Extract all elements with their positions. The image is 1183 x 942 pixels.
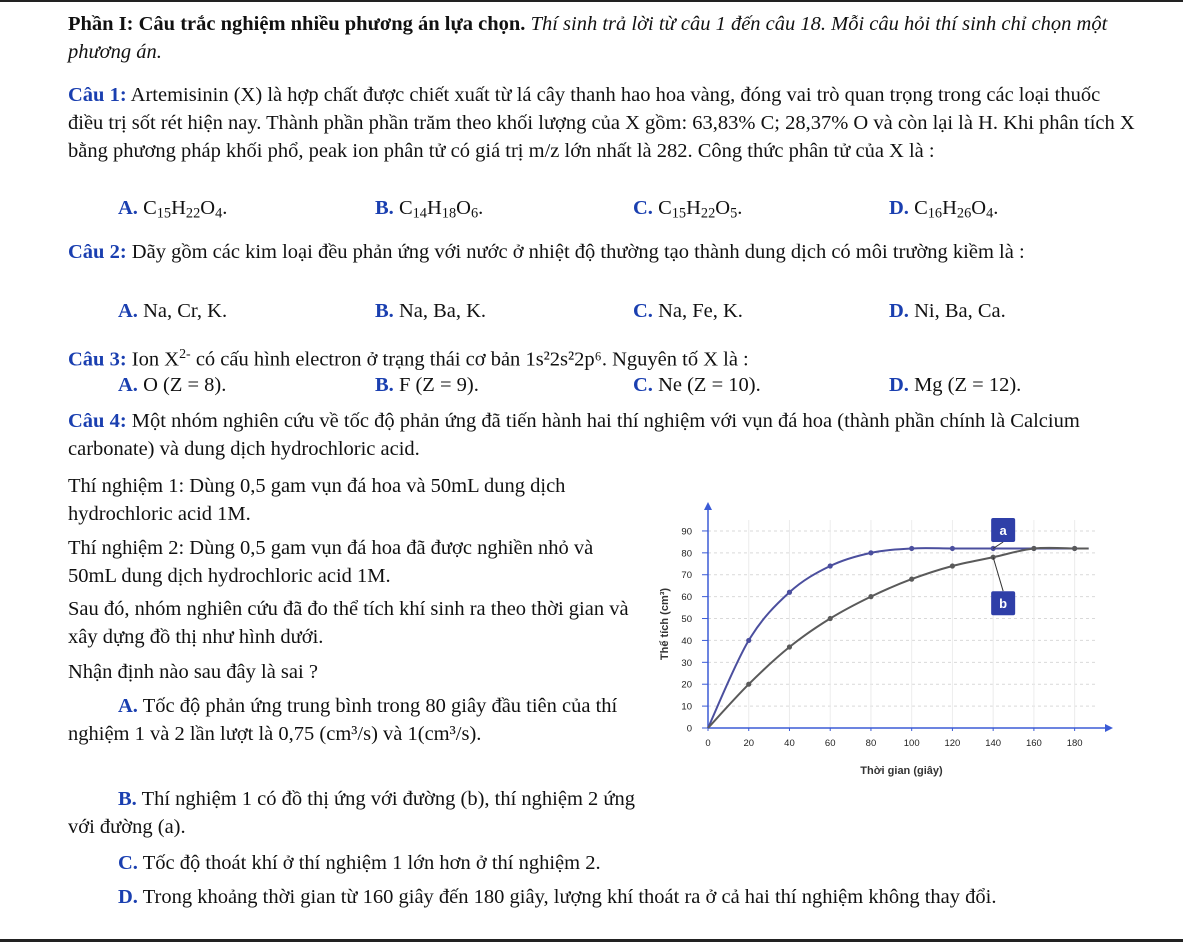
chart-grid bbox=[708, 520, 1095, 728]
y-tick-label-10: 10 bbox=[681, 701, 692, 713]
x-axis-title: Thời gian (giây) bbox=[860, 765, 943, 777]
x-tick-label-0: 0 bbox=[705, 738, 711, 749]
q3-label: Câu 3: bbox=[68, 348, 127, 371]
x-tick-label-20: 20 bbox=[743, 738, 755, 749]
part-title: Phần I: Câu trắc nghiệm nhiều phương án lựa chọn. bbox=[68, 13, 526, 35]
series-line-a bbox=[708, 548, 1089, 728]
q3-config: 1s²2s²2p⁶ bbox=[525, 348, 602, 371]
series-b-point-80 bbox=[868, 594, 873, 599]
q3-ion-charge: 2- bbox=[179, 347, 191, 362]
chart-lines bbox=[708, 548, 1089, 728]
q2-option-d[interactable]: D. Ni, Ba, Ca. bbox=[889, 300, 1006, 322]
series-b-point-120 bbox=[950, 563, 955, 568]
y-tick-label-60: 60 bbox=[681, 592, 692, 604]
q2-label: Câu 2: bbox=[68, 241, 127, 263]
x-tick-label-80: 80 bbox=[865, 738, 877, 749]
q4-experiment-1: Thí nghiệm 1: Dùng 0,5 gam vụn đá hoa và 50mL dung dịch hydrochloric acid 1M. bbox=[68, 475, 566, 525]
leader-b bbox=[993, 557, 1003, 591]
y-tick-label-70: 70 bbox=[681, 570, 692, 582]
q4-option-b[interactable]: B. Thí nghiệm 1 có đồ thị ứng với đường (b), thí nghiệm 2 ứng với đường (a). bbox=[68, 788, 636, 838]
q4-option-c[interactable]: C. Tốc độ thoát khí ở thí nghiệm 1 lớn hơn ở thí nghiệm 2. bbox=[118, 852, 601, 874]
question-3: Câu 3: Ion $X^{2-}$ có cấu hình electron ở trạng thái cơ bản 1s²2s²2p⁶. Nguyên tố X là : bbox=[68, 347, 749, 371]
question-1 bbox=[68, 81, 1136, 165]
q1-option-c[interactable]: C. $C_{15}H_{22}O_5$. bbox=[633, 197, 743, 222]
q4-label: Câu 4: bbox=[68, 410, 127, 432]
q3-option-a[interactable]: A. O (Z = 8). bbox=[118, 374, 227, 396]
q4-text: Một nhóm nghiên cứu về tốc độ phản ứng đã tiến hành hai thí nghiệm với vụn đá hoa (thành phần chính là Calcium carbonate) và dung dịch hydrochloric acid. bbox=[68, 410, 1080, 460]
x-tick-label-160: 160 bbox=[1025, 738, 1042, 749]
series-b-point-60 bbox=[828, 616, 833, 621]
chart-labels bbox=[659, 518, 1015, 777]
series-a-point-100 bbox=[909, 546, 914, 551]
part-heading bbox=[68, 10, 1148, 66]
q4-ask: Nhận định nào sau đây là sai ? bbox=[68, 661, 318, 683]
q2-option-a[interactable]: A. Na, Cr, K. bbox=[118, 300, 228, 322]
q2-option-c[interactable]: C. Na, Fe, K. bbox=[633, 300, 743, 322]
series-a-point-80 bbox=[868, 550, 873, 555]
part-instruction: Thí sinh trả lời từ câu 1 đến câu 18. Mỗi câu hỏi thí sinh chỉ chọn một phương án. bbox=[68, 13, 1108, 63]
y-axis-arrow bbox=[704, 502, 712, 510]
q1-text: Artemisinin (X) là hợp chất được chiết xuất từ lá cây thanh hao hoa vàng, đóng vai trò quan trọng trong các loại thuốc điều trị sốt rét hiện nay. Thành phần phần trăm theo khối lượng của X gồm: 63,83% C; 28,37% O và còn lại là H. Khi phân tích X bằng phương pháp khối phổ, peak ion phân tử có giá trị m/z lớn nhất là 282. Công thức phân tử của X là : bbox=[68, 84, 1135, 162]
x-tick-label-180: 180 bbox=[1066, 738, 1083, 749]
series-a-point-120 bbox=[950, 546, 955, 551]
q1-option-d[interactable]: D. $C_{16}H_{26}O_4$. bbox=[889, 197, 999, 222]
q4-experiment-2: Thí nghiệm 2: Dùng 0,5 gam vụn đá hoa đã được nghiền nhỏ và 50mL dung dịch hydrochloric acid 1M. bbox=[68, 537, 594, 587]
top-rule bbox=[0, 0, 1183, 2]
x-tick-label-100: 100 bbox=[903, 738, 920, 749]
series-label-b: b bbox=[999, 596, 1008, 612]
y-tick-label-90: 90 bbox=[681, 526, 692, 538]
q2-option-b[interactable]: B. Na, Ba, K. bbox=[375, 300, 487, 322]
q1-option-d-formula: $C_{16}H_{26}O_4$. bbox=[914, 197, 999, 222]
q3-option-b[interactable]: B. F (Z = 9). bbox=[375, 374, 479, 396]
x-axis-arrow bbox=[1105, 724, 1113, 732]
series-a-point-60 bbox=[828, 563, 833, 568]
series-line-b bbox=[708, 548, 1089, 728]
series-a-point-20 bbox=[746, 638, 751, 643]
q4-after-text: Sau đó, nhóm nghiên cứu đã đo thể tích khí sinh ra theo thời gian và xây dựng đồ thị như hình dưới. bbox=[68, 598, 629, 648]
volume-time-chart bbox=[650, 500, 1120, 800]
series-b-point-40 bbox=[787, 644, 792, 649]
series-b-point-160 bbox=[1031, 546, 1036, 551]
q1-option-c-formula: $C_{15}H_{22}O_5$. bbox=[658, 197, 743, 222]
series-b-point-20 bbox=[746, 682, 751, 687]
question-2 bbox=[68, 238, 1136, 266]
question-4 bbox=[68, 407, 1136, 463]
q2-text: Dãy gồm các kim loại đều phản ứng với nước ở nhiệt độ thường tạo thành dung dịch có môi trường kiềm là : bbox=[131, 241, 1025, 263]
q3-option-c[interactable]: C. Ne (Z = 10). bbox=[633, 374, 761, 396]
q3-option-d[interactable]: D. Mg (Z = 12). bbox=[889, 374, 1022, 396]
x-tick-label-140: 140 bbox=[985, 738, 1002, 749]
y-axis-title: Thể tích (cm³) bbox=[659, 587, 671, 661]
y-tick-label-50: 50 bbox=[681, 614, 692, 626]
series-b-point-100 bbox=[909, 577, 914, 582]
series-a-point-40 bbox=[787, 590, 792, 595]
series-b-point-180 bbox=[1072, 546, 1077, 551]
y-tick-label-40: 40 bbox=[681, 635, 692, 647]
y-tick-label-80: 80 bbox=[681, 548, 692, 560]
q1-option-b[interactable]: B. $C_{14}H_{18}O_6$. bbox=[375, 197, 484, 222]
q1-option-b-formula: $C_{14}H_{18}O_6$. bbox=[398, 197, 484, 222]
x-tick-label-120: 120 bbox=[944, 738, 961, 749]
q1-label: Câu 1: bbox=[68, 84, 127, 106]
y-tick-label-20: 20 bbox=[681, 679, 692, 691]
y-tick-label-0: 0 bbox=[686, 723, 692, 735]
series-label-a: a bbox=[999, 523, 1007, 538]
q4-option-a[interactable]: A. Tốc độ phản ứng trung bình trong 80 giây đầu tiên của thí nghiệm 1 và 2 lần lượt là 0,75 (cm³/s) và 1(cm³/s). bbox=[68, 695, 618, 745]
chart-ticks bbox=[681, 526, 1082, 749]
x-tick-label-60: 60 bbox=[824, 738, 836, 749]
q4-option-d[interactable]: D. Trong khoảng thời gian từ 160 giây đến 180 giây, lượng khí thoát ra ở cả hai thí nghiệm không thay đổi. bbox=[118, 886, 997, 908]
q1-option-a-formula: $C_{15}H_{22}O_4$. bbox=[143, 197, 228, 222]
x-tick-label-40: 40 bbox=[784, 738, 795, 749]
q1-option-a[interactable]: A. $C_{15}H_{22}O_4$. bbox=[118, 197, 228, 222]
y-tick-label-30: 30 bbox=[681, 657, 692, 669]
